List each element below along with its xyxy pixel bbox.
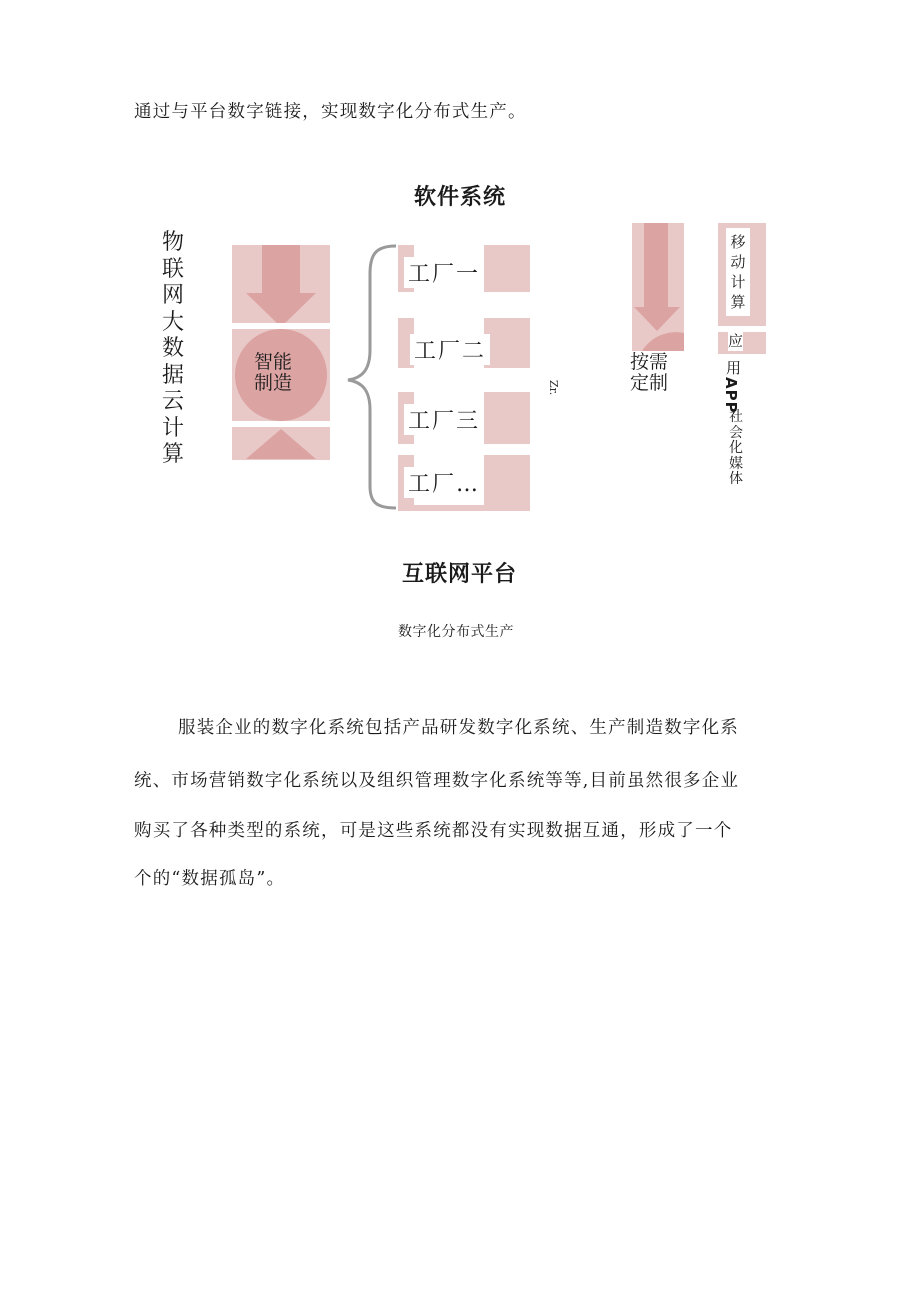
on-demand-customization-node [630,352,668,394]
figure-caption: 数字化分布式生产 [398,624,514,640]
software-system-title: 软件系统 [414,185,507,210]
body-line-3: 购买了各种类型的系统，可是这些系统都没有实现数据互通，形成了一个 [134,821,733,841]
factory-1-label: 工厂一 [404,257,484,288]
down-arrow-head [246,293,316,327]
internet-platform-title: 互联网平台 [402,562,518,587]
intro-line: 通过与平台数字链接，实现数字化分布式生产。 [134,102,527,122]
app-label-partial: 应 [728,332,744,350]
right-down-arrow-icon [632,223,684,351]
stray-mark: Zr. [547,380,560,396]
body-line-1: 服装企业的数字化系统包括产品研发数字化系统、生产制造数字化系 [178,718,739,738]
on-demand-line-1: 按需 [630,351,669,373]
factory-3-label: 工厂三 [404,404,484,435]
body-line-2: 统、市场营销数字化系统以及组织管理数字化系统等等,目前虽然很多企业 [134,771,740,791]
iot-bigdata-cloud-label: 物联网大数据云计算 [161,230,184,467]
factory-4-label: 工厂… [404,467,484,498]
body-line-4: 个的“数据孤岛”。 [134,869,286,889]
app-label: APP [722,377,740,414]
social-media-label: 社会化媒体 [729,409,743,487]
down-arrow-shaft [262,245,300,293]
factory-2-label: 工厂二 [410,334,490,365]
smart-manufacturing-line-2: 制造 [254,372,293,394]
app-label-yong: 用 [726,359,742,377]
smart-manufacturing-line-1: 智能 [254,351,293,373]
up-arrow-head [246,429,316,459]
on-demand-line-2: 定制 [630,372,669,394]
smart-manufacturing-node [254,352,292,394]
brace-icon [340,240,400,512]
mobile-computing-label: 移动计算 [726,228,750,316]
